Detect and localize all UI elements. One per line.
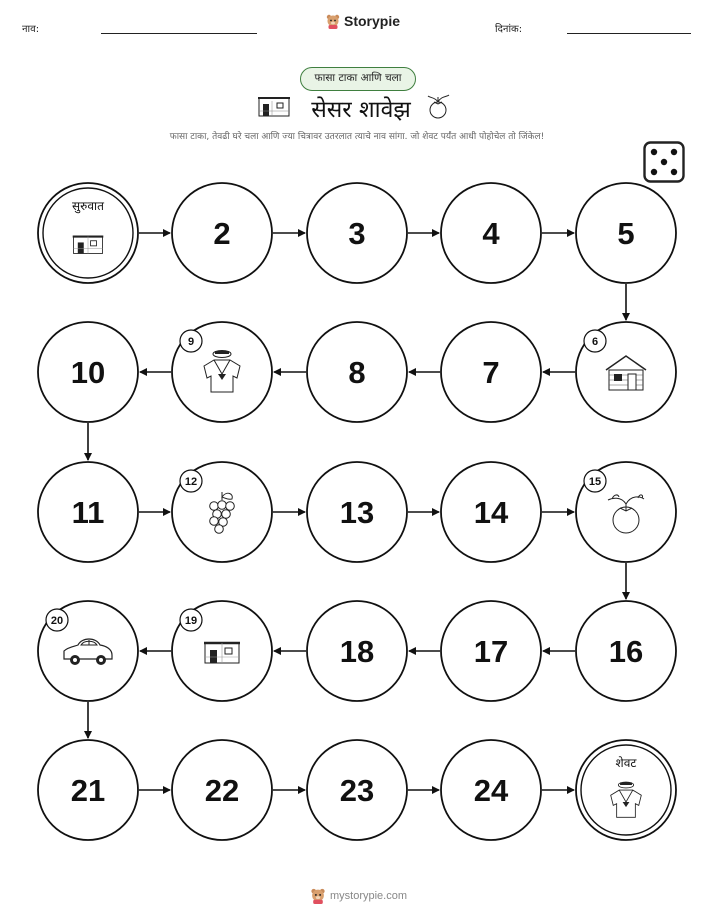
board-space-9[interactable] (172, 322, 272, 422)
board-space-8[interactable] (307, 322, 407, 422)
space-number: 4 (482, 216, 500, 251)
footer-url[interactable]: mystorypie.com (330, 890, 408, 902)
space-number: 20 (50, 615, 64, 627)
space-number: 18 (339, 634, 375, 669)
space-number: 21 (70, 773, 106, 808)
board-space-16[interactable] (576, 601, 676, 701)
space-number: 15 (588, 476, 602, 488)
house-icon (73, 237, 104, 254)
bear-mascot-icon (310, 888, 326, 904)
game-title: सेसर शावेझ (311, 97, 411, 123)
space-number: 22 (204, 773, 240, 808)
board-space-2[interactable] (172, 183, 272, 283)
board-space-15[interactable] (576, 462, 676, 562)
start-label: सुरुवात (72, 199, 104, 213)
space-number: 10 (70, 355, 106, 390)
space-number: 6 (591, 336, 599, 348)
game-instructions: फासा टाका, तेवढी घरे चला आणि ज्या चित्रावर उतरलात त्याचे नाव सांगा. जो शेवट पर्यंत आधी पोहोचेल तो जिंकेल! (169, 132, 545, 142)
space-number: 12 (184, 476, 198, 488)
footer (310, 888, 407, 904)
finish-space[interactable] (576, 740, 676, 840)
space-number: 2 (213, 216, 231, 251)
board-space-20[interactable] (38, 601, 138, 701)
board-space-3[interactable] (307, 183, 407, 283)
board-space-6[interactable] (576, 322, 676, 422)
space-number: 11 (71, 495, 105, 530)
board-space-18[interactable] (307, 601, 407, 701)
board-space-12[interactable] (172, 462, 272, 562)
space-number: 5 (617, 216, 635, 251)
board-space-21[interactable] (38, 740, 138, 840)
board-space-17[interactable] (441, 601, 541, 701)
board-space-5[interactable] (576, 183, 676, 283)
board-space-23[interactable] (307, 740, 407, 840)
name-label: नाव: (22, 24, 40, 35)
start-space[interactable] (38, 183, 138, 283)
board-space-22[interactable] (172, 740, 272, 840)
board-space-14[interactable] (441, 462, 541, 562)
space-number: 7 (482, 355, 500, 390)
space-number: 13 (339, 495, 375, 530)
board-space-11[interactable] (38, 462, 138, 562)
board-space-7[interactable] (441, 322, 541, 422)
stone-house-icon (204, 643, 240, 663)
board-space-24[interactable] (441, 740, 541, 840)
board-space-4[interactable] (441, 183, 541, 283)
space-number: 16 (608, 634, 644, 669)
space-number: 24 (473, 773, 509, 808)
board-space-10[interactable] (38, 322, 138, 422)
date-label: दिनांक: (495, 24, 523, 35)
space-number: 3 (348, 216, 366, 251)
space-number: 14 (473, 495, 509, 530)
brand-name: Storypie (344, 13, 401, 29)
board-space-19[interactable] (172, 601, 272, 701)
space-number: 8 (348, 355, 366, 390)
game-type-badge: फासा टाका आणि चला (300, 67, 416, 91)
space-number: 23 (339, 773, 375, 808)
space-number: 19 (184, 615, 198, 627)
finish-label: शेवट (615, 756, 637, 770)
board-space-13[interactable] (307, 462, 407, 562)
space-number: 17 (473, 634, 509, 669)
space-number: 9 (187, 336, 195, 348)
